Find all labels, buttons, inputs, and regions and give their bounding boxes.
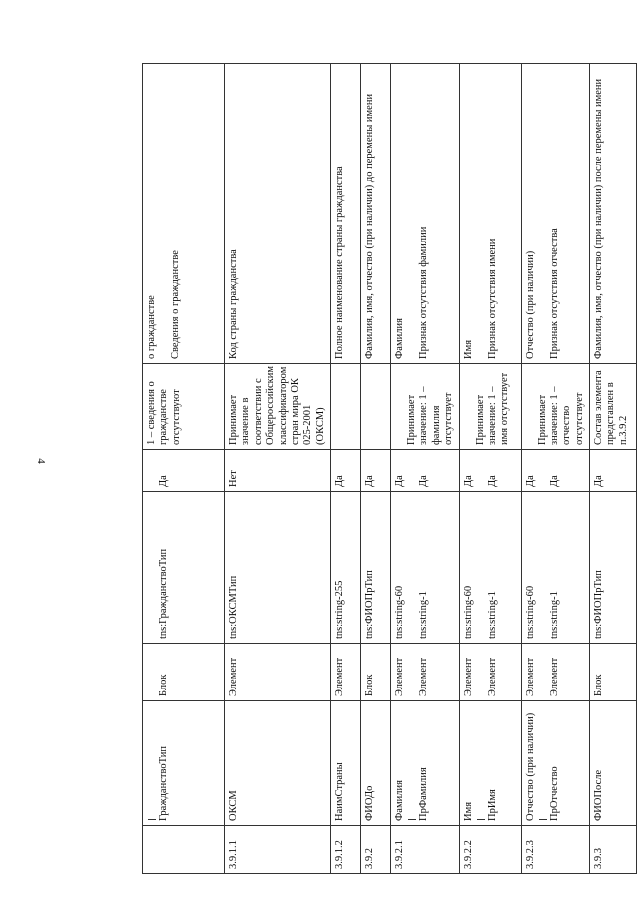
cell-required [391, 450, 460, 492]
spacer [406, 496, 418, 639]
spacer [475, 496, 487, 639]
cell-element-name [143, 701, 225, 826]
cell-element-name-top: Имя [462, 801, 474, 821]
cell-format-top: tns:string-60 [524, 585, 536, 639]
cell-element-name-bottom: ПрИмя [486, 789, 498, 821]
spacer [158, 68, 170, 359]
cell-number-text: 3.9.1.2 [334, 840, 345, 869]
cell-element-name [331, 701, 361, 826]
cell-description-bottom: Признак отсутствия имени [486, 238, 498, 359]
cell-number [521, 826, 590, 874]
cell-description [331, 64, 361, 364]
cell-element-type-top: Блок [593, 674, 604, 696]
spacer [406, 454, 418, 487]
cell-element-name-top: Фамилия [394, 780, 405, 821]
cell-number [590, 826, 637, 874]
cell-notes [143, 364, 225, 450]
spacer [475, 68, 487, 359]
cell-format [361, 492, 391, 644]
cell-required-top: Да [364, 475, 375, 487]
cell-description-top: Фамилия [394, 318, 405, 359]
table-row [361, 64, 391, 874]
cell-element-type [590, 644, 637, 701]
table-row [143, 64, 225, 874]
connector-mark [408, 819, 416, 820]
cell-notes [361, 364, 391, 450]
cell-number [331, 826, 361, 874]
table-row [331, 64, 361, 874]
cell-notes-top: Состав элемента представлен в п.3.9.2 [593, 370, 629, 445]
cell-description [459, 64, 521, 364]
table-row [459, 64, 521, 874]
cell-format-top: tns:ФИОПрТип [593, 570, 604, 639]
cell-required-bottom: Да [418, 475, 430, 487]
cell-description-top: о гражданстве [146, 295, 157, 359]
cell-required [459, 450, 521, 492]
cell-notes-top: Принимает значение в соответствии с Общероссийским классификатором стран мира ОК 025-2001 (ОКСМ) [228, 365, 326, 445]
cell-element-type-bottom: Элемент [548, 657, 560, 696]
spacer [406, 68, 418, 359]
cell-description-bottom: Признак отсутствия фамилии [418, 226, 430, 359]
connector-mark [539, 819, 547, 820]
cell-element-name [590, 701, 637, 826]
cell-description [521, 64, 590, 364]
cell-notes [225, 364, 331, 450]
cell-description-top: Имя [462, 339, 474, 359]
cell-number [143, 826, 225, 874]
cell-element-name-top: ОКСМ [228, 790, 239, 821]
cell-required [331, 450, 361, 492]
cell-required-top: Нет [228, 470, 239, 487]
page-number: 4 [34, 458, 47, 464]
cell-element-type [143, 644, 225, 701]
cell-element-type [459, 644, 521, 701]
cell-number-text: 3.9.2.1 [394, 840, 405, 869]
cell-required-bottom: Да [158, 475, 169, 487]
cell-element-type-top: Элемент [394, 657, 405, 696]
cell-number [459, 826, 521, 874]
connector-mark [477, 819, 485, 820]
cell-notes [590, 364, 637, 450]
cell-format [331, 492, 361, 644]
cell-format [590, 492, 637, 644]
spacer [146, 648, 158, 696]
cell-element-type [225, 644, 331, 701]
cell-number-text: 3.9.2.2 [462, 840, 474, 869]
cell-description-bottom: Сведения о гражданстве [170, 250, 182, 359]
cell-required-bottom: Да [548, 475, 560, 487]
cell-format [143, 492, 225, 644]
cell-required-top: Да [593, 475, 604, 487]
cell-element-type [361, 644, 391, 701]
cell-notes-bottom: Принимает значение: 1 – фамилия отсутствует [406, 386, 455, 445]
cell-element-name-top: Отчество (при наличии) [524, 712, 536, 821]
cell-element-type-bottom: Блок [158, 674, 169, 696]
cell-number [225, 826, 331, 874]
cell-element-type-bottom: Элемент [418, 657, 430, 696]
cell-description-top: Фамилия, имя, отчество (при наличии) после перемены имени [593, 78, 604, 359]
cell-format-bottom: tns:string-1 [418, 591, 430, 639]
spacer [463, 368, 475, 445]
table-row [391, 64, 460, 874]
cell-notes-top: 1 – сведения о гражданстве отсутствуют [146, 381, 182, 445]
cell-format-bottom: tns:string-1 [486, 591, 498, 639]
cell-element-type-top: Элемент [228, 657, 239, 696]
cell-required [521, 450, 590, 492]
cell-required-top: Да [394, 475, 405, 487]
cell-element-name-bottom: ГражданствоТип [158, 746, 169, 821]
cell-number-text: 3.9.2.3 [524, 840, 536, 869]
cell-element-type-top: Элемент [524, 657, 536, 696]
connector-mark [148, 819, 156, 820]
cell-format [391, 492, 460, 644]
cell-format-top: tns:ОКСМТип [228, 575, 239, 639]
cell-number [391, 826, 460, 874]
cell-format-bottom: tns:string-1 [548, 591, 560, 639]
data-table [142, 63, 637, 874]
cell-format-top: tns:ФИОПрТип [364, 570, 375, 639]
cell-element-type-bottom: Элемент [486, 657, 498, 696]
cell-required [361, 450, 391, 492]
rotated-table-frame [142, 64, 629, 874]
cell-notes [331, 364, 361, 450]
cell-element-name-bottom: ПрОтчество [548, 766, 560, 821]
spacer [537, 68, 549, 359]
cell-element-name [391, 701, 460, 826]
cell-required-bottom: Да [486, 475, 498, 487]
cell-required-top: Да [462, 475, 474, 487]
cell-description [225, 64, 331, 364]
cell-description [143, 64, 225, 364]
cell-required [590, 450, 637, 492]
cell-format-top: tns:string-60 [462, 585, 474, 639]
cell-element-type [391, 644, 460, 701]
table-row [590, 64, 637, 874]
cell-description [590, 64, 637, 364]
cell-element-name-top: ФИОДо [364, 785, 375, 821]
cell-format [521, 492, 590, 644]
cell-element-type-top: Элемент [334, 657, 345, 696]
cell-description-top: Полное наименование страны гражданства [334, 166, 345, 359]
cell-element-name [521, 701, 590, 826]
cell-required [225, 450, 331, 492]
cell-element-type [331, 644, 361, 701]
cell-number-text: 3.9.3 [593, 848, 604, 869]
cell-number [361, 826, 391, 874]
cell-format [459, 492, 521, 644]
spacer [406, 648, 418, 696]
spacer [537, 496, 549, 639]
cell-element-name [361, 701, 391, 826]
cell-element-name-top: ФИОПосле [593, 769, 604, 821]
cell-notes-bottom: Принимает значение: 1 – имя отсутствует [474, 372, 511, 445]
spacer [146, 454, 158, 487]
rotated-table-wrapper [142, 64, 629, 874]
cell-number-text: 3.9.1.1 [228, 840, 239, 869]
cell-format-top: tns:string-255 [334, 580, 345, 639]
cell-required [143, 450, 225, 492]
cell-element-name-bottom: ПрФамилия [418, 767, 430, 821]
cell-description-bottom: Признак отсутствия отчества [548, 228, 560, 359]
cell-element-name [225, 701, 331, 826]
cell-description-top: Код страны гражданства [228, 249, 239, 359]
cell-format [225, 492, 331, 644]
cell-notes-bottom: Принимает значение: 1 – отчество отсутствует [536, 386, 585, 445]
spacer [394, 368, 406, 445]
cell-number-text: 3.9.2 [364, 848, 375, 869]
cell-element-type-top: Блок [364, 674, 375, 696]
cell-required-top: Да [334, 475, 345, 487]
cell-format-bottom: tns:ГражданствоТип [158, 548, 169, 639]
cell-notes [521, 364, 590, 450]
cell-description-top: Фамилия, имя, отчество (при наличии) до перемены имени [364, 93, 375, 359]
cell-notes [391, 364, 460, 450]
spacer [475, 648, 487, 696]
spacer [475, 454, 487, 487]
cell-element-name-top: НаимСтраны [334, 762, 345, 821]
table-row [521, 64, 590, 874]
cell-description-top: Отчество (при наличии) [524, 250, 536, 359]
cell-description [361, 64, 391, 364]
spacer [537, 648, 549, 696]
table-row [225, 64, 331, 874]
spacer [537, 454, 549, 487]
cell-format-top: tns:string-60 [394, 585, 405, 639]
cell-element-type [521, 644, 590, 701]
cell-notes [459, 364, 521, 450]
spacer [146, 496, 158, 639]
cell-element-name [459, 701, 521, 826]
cell-description [391, 64, 460, 364]
spacer [525, 368, 537, 445]
cell-element-type-top: Элемент [462, 657, 474, 696]
cell-required-top: Да [524, 475, 536, 487]
